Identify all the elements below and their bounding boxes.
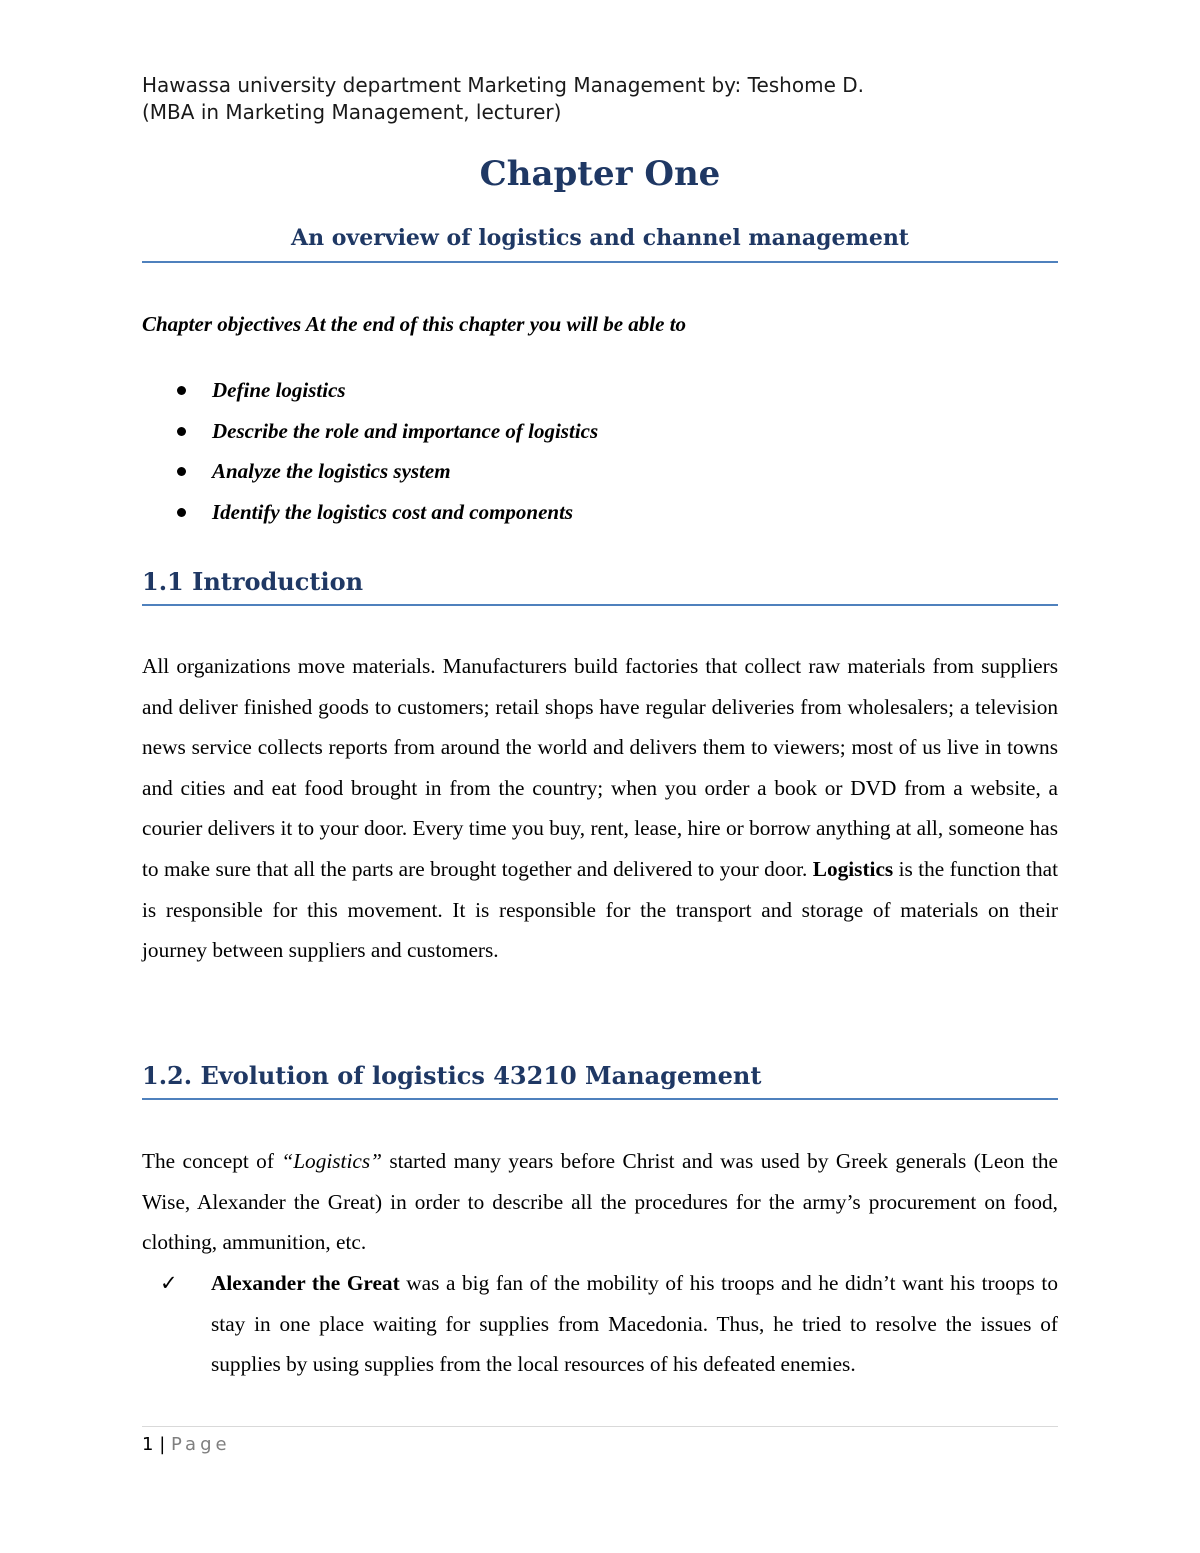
objective-text: Define logistics (212, 378, 346, 402)
list-item (175, 376, 1055, 417)
list-item (175, 417, 1055, 458)
paragraph-text: All organizations move materials. Manufacturers build factories that collect raw materials from suppliers and deliver finished goods to customers; retail shops have regular deliveries from wholesalers; a television news service collects reports from around the world and delivers them to viewers; most of us live in towns and cities and eat food brought in from the country; when you order a book or DVD from a website, a courier delivers it to your door. Every time you buy, rent, lease, hire or borrow anything at all, someone has to make sure that all the parts are brought together and delivered to your door. (142, 654, 1058, 881)
title-underline (142, 261, 1058, 263)
bullet-icon (177, 467, 186, 476)
header-line-1: Hawassa university department Marketing Management by: Teshome D. (142, 73, 864, 97)
section-heading-introduction: 1.1 Introduction (142, 567, 364, 596)
objective-text: Describe the role and importance of logistics (212, 418, 599, 443)
objective-text: Analyze the logistics system (212, 459, 451, 483)
bullet-icon (177, 386, 186, 395)
objectives-list (175, 376, 1055, 538)
bold-term: Alexander the Great (211, 1271, 400, 1295)
page-label: Page (171, 1434, 231, 1455)
page-header (142, 72, 1062, 126)
paragraph-text: The concept of (142, 1149, 282, 1173)
paragraph-text: started many years before Christ and was used by Greek generals (Leon the Wise, Alexander the Great) in order to describe all the procedures for the army’s procurement on food, clothing, ammunition, etc. (142, 1149, 1059, 1255)
list-item (175, 457, 1055, 498)
chapter-subtitle: An overview of logistics and channel management (291, 225, 909, 251)
page-number: 1 (142, 1434, 154, 1455)
introduction-paragraph (142, 646, 1058, 971)
bullet-icon (177, 427, 186, 436)
header-line-2: (MBA in Marketing Management, lecturer) (142, 100, 562, 124)
objectives-heading: Chapter objectives At the end of this chapter you will be able to (142, 312, 687, 336)
section-heading-evolution: 1.2. Evolution of logistics 43210 Management (142, 1061, 762, 1090)
chapter-title: Chapter One (479, 154, 721, 194)
italic-term: “Logistics” (281, 1149, 382, 1173)
objective-text: Identify the logistics cost and components (212, 499, 574, 524)
evolution-paragraph (142, 1141, 1058, 1263)
list-item (175, 498, 1055, 539)
check-list-item (211, 1263, 1058, 1385)
bold-term: Logistics (812, 856, 894, 881)
paragraph-text: was a big fan of the mobility of his troops and he didn’t want his troops to stay in one place waiting for supplies from Macedonia. Thus, he tried to resolve the issues of supplies by using supplies from the local resources of his defeated enemies. (211, 1271, 1058, 1377)
footer-separator: | (159, 1434, 166, 1455)
checkmark-icon: ✓ (160, 1271, 178, 1295)
page-footer (142, 1433, 231, 1457)
bullet-icon (177, 508, 186, 517)
section-underline (142, 1098, 1058, 1100)
section-underline (142, 604, 1058, 606)
paragraph-text: is the function that is responsible for this movement. It is responsible for the transport and storage of materials on their journey between suppliers and customers. (142, 856, 1058, 963)
footer-divider (142, 1426, 1058, 1427)
